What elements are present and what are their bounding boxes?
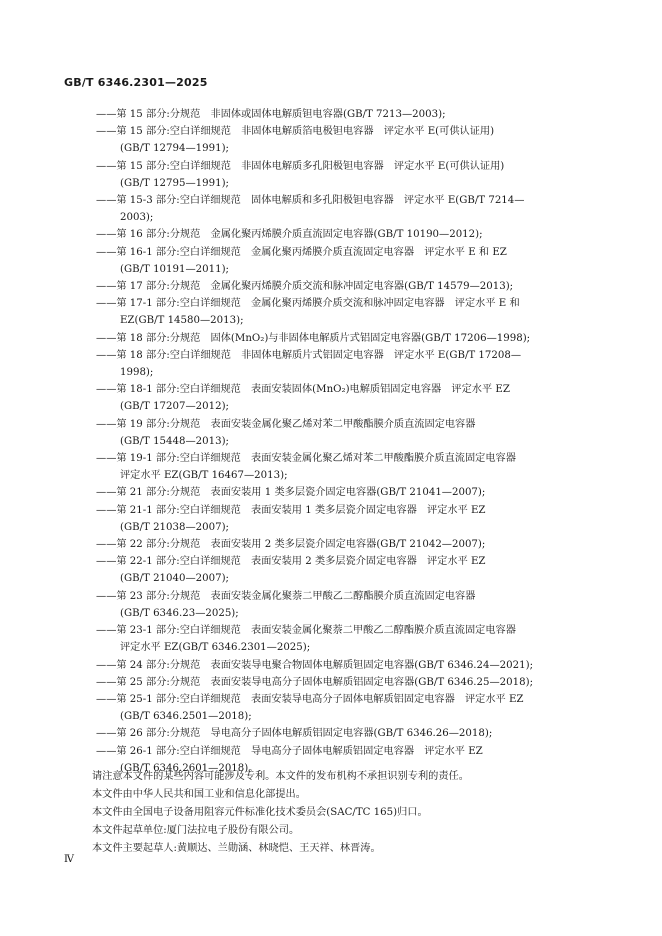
list-item-text: ——第 22 部分:分规范 表面安装用 2 类多层瓷介固定电容器(GB/T 21042—2007); bbox=[96, 539, 486, 551]
list-item-continuation: 1998); bbox=[120, 367, 154, 379]
list-item-text: ——第 15-3 部分:空白详细规范 固体电解质和多孔阳极钽电容器 评定水平 E(GB/T 7214— bbox=[96, 195, 525, 207]
list-item bbox=[96, 536, 556, 553]
note-paragraph: 本文件由全国电子设备用阻容元件标准化技术委员会(SAC/TC 165)归口。 bbox=[92, 807, 428, 818]
list-item bbox=[96, 226, 556, 243]
list-item-text: ——第 18-1 部分:空白详细规范 表面安装固体(MnO₂)电解质铝固定电容器 评定水平 EZ bbox=[96, 384, 510, 396]
list-item bbox=[96, 347, 556, 381]
list-item bbox=[96, 484, 556, 501]
list-item-text: ——第 23 部分:分规范 表面安装金属化聚萘二甲酸乙二醇酯膜介质直流固定电容器 bbox=[96, 590, 476, 602]
list-item-continuation: (GB/T 6346.2601—2018)。 bbox=[120, 762, 259, 774]
list-item bbox=[96, 622, 556, 656]
note-paragraph: 本文件起草单位:厦门法拉电子股份有限公司。 bbox=[92, 825, 300, 836]
list-item-text: ——第 19-1 部分:空白详细规范 表面安装金属化聚乙烯对苯二甲酸酯膜介质直流固定电容器 bbox=[96, 453, 516, 465]
list-item-continuation: 评定水平 EZ(GB/T 16467—2013); bbox=[120, 470, 288, 482]
note-paragraph: 本文件主要起草人:黄顺达、兰勋涵、林晓恺、王天祥、林晋涛。 bbox=[92, 843, 381, 854]
list-item-text: ——第 26 部分:分规范 导电高分子固体电解质铝固定电容器(GB/T 6346.26—2018); bbox=[96, 728, 493, 740]
note-paragraph: 本文件由中华人民共和国工业和信息化部提出。 bbox=[92, 789, 306, 800]
list-item-continuation: (GB/T 15448—2013); bbox=[120, 435, 229, 447]
list-item-continuation: (GB/T 10191—2011); bbox=[120, 263, 229, 275]
list-item bbox=[96, 588, 556, 622]
list-item bbox=[96, 278, 556, 295]
list-item-continuation: (GB/T 21040—2007); bbox=[120, 573, 229, 585]
list-item bbox=[96, 657, 556, 674]
part-list bbox=[96, 106, 556, 777]
list-item-text: ——第 18 部分:空白详细规范 非固体电解质片式铝固定电容器 评定水平 E(GB/T 17208— bbox=[96, 349, 522, 361]
list-item bbox=[96, 295, 556, 329]
list-item-continuation: (GB/T 12794—1991); bbox=[120, 143, 229, 155]
list-item bbox=[96, 691, 556, 725]
list-item bbox=[96, 381, 556, 415]
list-item-text: ——第 24 部分:分规范 表面安装导电聚合物固体电解质钽固定电容器(GB/T 6346.24—2021); bbox=[96, 659, 534, 671]
list-item bbox=[96, 416, 556, 450]
list-item bbox=[96, 330, 556, 347]
list-item bbox=[96, 192, 556, 226]
list-item-text: ——第 18 部分:分规范 固体(MnO₂)与非固体电解质片式铝固定电容器(GB/T 17206—1998); bbox=[96, 332, 531, 344]
list-item-text: ——第 15 部分:分规范 非固体或固体电解质钽电容器(GB/T 7213—2003); bbox=[96, 109, 446, 120]
list-item-continuation: 评定水平 EZ(GB/T 6346.2301—2025); bbox=[120, 642, 311, 654]
list-item-text: ——第 17-1 部分:空白详细规范 金属化聚丙烯膜介质交流和脉冲固定电容器 评定水平 E 和 bbox=[96, 298, 520, 310]
list-item-text: ——第 26-1 部分:空白详细规范 导电高分子固体电解质铝固定电容器 评定水平 EZ bbox=[96, 745, 483, 757]
list-item bbox=[96, 123, 556, 157]
note-paragraph: 请注意本文件的某些内容可能涉及专利。本文件的发布机构不承担识别专利的责任。 bbox=[92, 771, 469, 782]
list-item bbox=[96, 502, 556, 536]
page-number: Ⅳ bbox=[64, 854, 74, 865]
list-item-text: ——第 22-1 部分:空白详细规范 表面安装用 2 类多层瓷介固定电容器 评定水平 EZ bbox=[96, 556, 486, 568]
list-item-continuation: (GB/T 21038—2007); bbox=[120, 521, 229, 533]
list-item-continuation: (GB/T 17207—2012); bbox=[120, 401, 229, 413]
list-item-text: ——第 21 部分:分规范 表面安装用 1 类多层瓷介固定电容器(GB/T 21041—2007); bbox=[96, 487, 486, 499]
list-item-text: ——第 16 部分:分规范 金属化聚丙烯膜介质直流固定电容器(GB/T 10190—2012); bbox=[96, 229, 483, 241]
list-item-text: ——第 25-1 部分:空白详细规范 表面安装导电高分子固体电解质铝固定电容器 评定水平 EZ bbox=[96, 693, 524, 705]
list-item-text: ——第 23-1 部分:空白详细规范 表面安装金属化聚萘二甲酸乙二醇酯膜介质直流固定电容器 bbox=[96, 625, 516, 637]
list-item bbox=[96, 553, 556, 587]
list-item bbox=[96, 674, 556, 691]
list-item-continuation: (GB/T 6346.2501—2018); bbox=[120, 711, 252, 723]
list-item-text: ——第 25 部分:分规范 表面安装导电高分子固体电解质铝固定电容器(GB/T 6346.25—2018); bbox=[96, 676, 534, 688]
list-item-continuation: (GB/T 12795—1991); bbox=[120, 177, 229, 189]
list-item-continuation: (GB/T 6346.23—2025); bbox=[120, 607, 239, 619]
list-item-text: ——第 17 部分:分规范 金属化聚丙烯膜介质交流和脉冲固定电容器(GB/T 14579—2013); bbox=[96, 281, 514, 293]
list-item bbox=[96, 158, 556, 192]
list-item-text: ——第 21-1 部分:空白详细规范 表面安装用 1 类多层瓷介固定电容器 评定水平 EZ bbox=[96, 504, 486, 516]
list-item bbox=[96, 244, 556, 278]
list-item-continuation: 2003); bbox=[120, 212, 154, 224]
list-item-text: ——第 19 部分:分规范 表面安装金属化聚乙烯对苯二甲酸酯膜介质直流固定电容器 bbox=[96, 418, 476, 430]
list-item-text: ——第 16-1 部分:空白详细规范 金属化聚丙烯膜介质直流固定电容器 评定水平 E 和 EZ bbox=[96, 246, 507, 258]
notes-section bbox=[92, 768, 552, 858]
list-item bbox=[96, 106, 556, 123]
list-item bbox=[96, 725, 556, 742]
standard-number-header: GB/T 6346.2301—2025 bbox=[64, 76, 208, 89]
list-item-text: ——第 15 部分:空白详细规范 非固体电解质箔电极钽电容器 评定水平 E(可供认证用) bbox=[96, 126, 495, 138]
list-item bbox=[96, 450, 556, 484]
list-item-text: ——第 15 部分:空白详细规范 非固体电解质多孔阳极钽电容器 评定水平 E(可供认证用) bbox=[96, 160, 505, 172]
list-item-continuation: EZ(GB/T 14580—2013); bbox=[120, 315, 244, 327]
